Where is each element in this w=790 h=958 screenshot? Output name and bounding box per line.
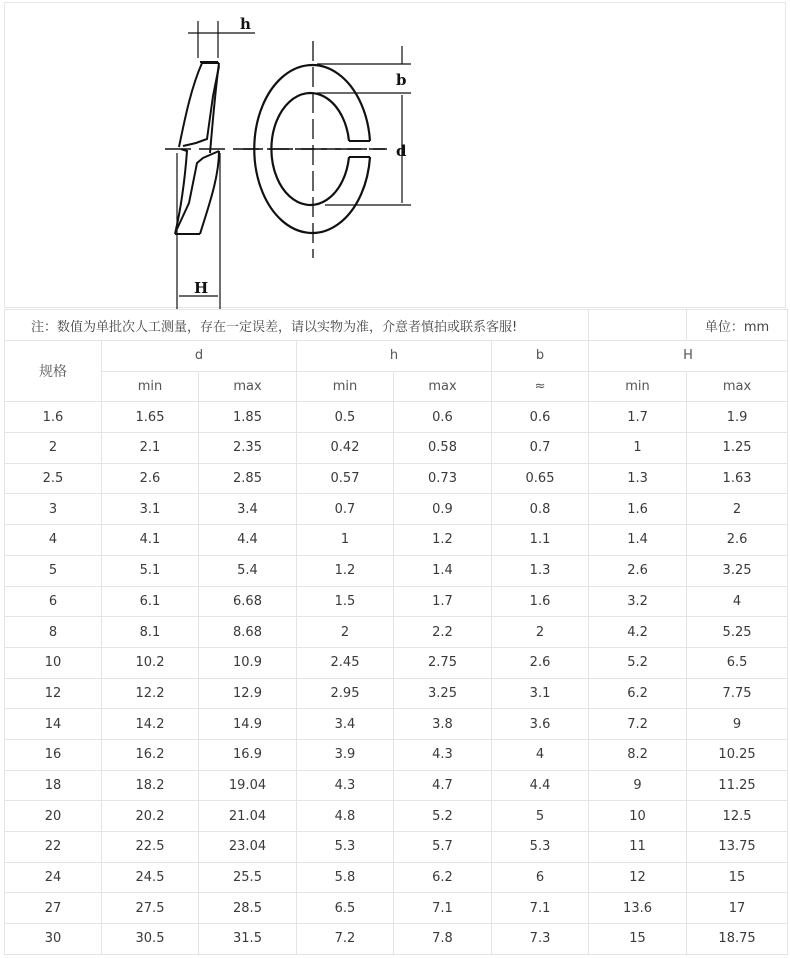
cell-H-min: 9: [589, 770, 687, 801]
cell-d-max: 14.9: [199, 709, 297, 740]
cell-H-min: 11: [589, 832, 687, 863]
cell-b-approx: 1.1: [492, 525, 589, 556]
label-H: H: [194, 279, 209, 297]
cell-H-max: 10.25: [687, 739, 788, 770]
cell-d-min: 2.6: [102, 463, 199, 494]
cell-h-min: 1.2: [297, 555, 394, 586]
cell-H-min: 1.3: [589, 463, 687, 494]
cell-h-min: 1: [297, 525, 394, 556]
cell-d-max: 16.9: [199, 739, 297, 770]
cell-H-min: 13.6: [589, 893, 687, 924]
table-row: [5, 770, 788, 801]
table-row: [5, 739, 788, 770]
cell-h-max: 3.25: [394, 678, 492, 709]
header-b-approx: ≈: [492, 371, 589, 402]
cell-h-min: 5.8: [297, 862, 394, 893]
unit-label: 单位：mm: [687, 310, 788, 341]
cell-h-max: 4.7: [394, 770, 492, 801]
header-h-min: min: [297, 371, 394, 402]
cell-h-min: 0.7: [297, 494, 394, 525]
cell-H-max: 1.25: [687, 433, 788, 464]
label-d: d: [396, 142, 407, 160]
cell-b-approx: 2: [492, 617, 589, 648]
note-row: [5, 310, 788, 341]
table-row: [5, 402, 788, 433]
cell-H-max: 7.75: [687, 678, 788, 709]
cell-b-approx: 0.6: [492, 402, 589, 433]
table-row: [5, 433, 788, 464]
cell-d-max: 31.5: [199, 924, 297, 955]
cell-d-min: 16.2: [102, 739, 199, 770]
cell-H-min: 2.6: [589, 555, 687, 586]
cell-b-approx: 2.6: [492, 647, 589, 678]
cell-h-max: 7.1: [394, 893, 492, 924]
cell-d-min: 5.1: [102, 555, 199, 586]
cell-b-approx: 3.1: [492, 678, 589, 709]
cell-b-approx: 0.65: [492, 463, 589, 494]
cell-d-min: 27.5: [102, 893, 199, 924]
cell-spec: 2.5: [5, 463, 102, 494]
cell-h-max: 5.7: [394, 832, 492, 863]
cell-spec: 16: [5, 739, 102, 770]
table-row: [5, 463, 788, 494]
header-d: d: [102, 341, 297, 372]
cell-h-max: 0.73: [394, 463, 492, 494]
table-row: [5, 832, 788, 863]
header-H-min: min: [589, 371, 687, 402]
cell-spec: 1.6: [5, 402, 102, 433]
cell-d-max: 3.4: [199, 494, 297, 525]
cell-h-max: 7.8: [394, 924, 492, 955]
cell-h-max: 0.9: [394, 494, 492, 525]
header-row-groups: [5, 341, 788, 372]
cell-H-min: 1.4: [589, 525, 687, 556]
cell-b-approx: 7.3: [492, 924, 589, 955]
cell-h-min: 3.9: [297, 739, 394, 770]
table-row: [5, 862, 788, 893]
header-b: b: [492, 341, 589, 372]
cell-d-max: 2.85: [199, 463, 297, 494]
cell-H-max: 18.75: [687, 924, 788, 955]
table-row: [5, 617, 788, 648]
cell-H-max: 2.6: [687, 525, 788, 556]
cell-spec: 6: [5, 586, 102, 617]
cell-d-min: 18.2: [102, 770, 199, 801]
measurement-note: 注：数值为单批次人工测量，存在一定误差，请以实物为准，介意者慎拍或联系客服!: [5, 310, 589, 341]
cell-H-max: 4: [687, 586, 788, 617]
table-row: [5, 801, 788, 832]
cell-h-max: 0.58: [394, 433, 492, 464]
cell-spec: 10: [5, 647, 102, 678]
cell-d-max: 8.68: [199, 617, 297, 648]
cell-d-min: 4.1: [102, 525, 199, 556]
cell-H-max: 2: [687, 494, 788, 525]
cell-b-approx: 6: [492, 862, 589, 893]
cell-h-max: 6.2: [394, 862, 492, 893]
cell-spec: 8: [5, 617, 102, 648]
cell-H-min: 7.2: [589, 709, 687, 740]
cell-h-min: 0.42: [297, 433, 394, 464]
cell-d-max: 2.35: [199, 433, 297, 464]
table-row: [5, 678, 788, 709]
washer-drawing: [5, 3, 787, 309]
cell-d-max: 19.04: [199, 770, 297, 801]
cell-h-min: 3.4: [297, 709, 394, 740]
cell-h-min: 2: [297, 617, 394, 648]
cell-b-approx: 1.6: [492, 586, 589, 617]
cell-d-max: 23.04: [199, 832, 297, 863]
cell-b-approx: 5: [492, 801, 589, 832]
cell-d-max: 4.4: [199, 525, 297, 556]
cell-spec: 24: [5, 862, 102, 893]
cell-h-max: 2.2: [394, 617, 492, 648]
cell-H-max: 3.25: [687, 555, 788, 586]
cell-H-min: 8.2: [589, 739, 687, 770]
cell-d-max: 12.9: [199, 678, 297, 709]
header-H: H: [589, 341, 788, 372]
cell-d-min: 1.65: [102, 402, 199, 433]
cell-d-min: 14.2: [102, 709, 199, 740]
cell-H-max: 6.5: [687, 647, 788, 678]
cell-spec: 12: [5, 678, 102, 709]
cell-spec: 3: [5, 494, 102, 525]
cell-d-max: 21.04: [199, 801, 297, 832]
cell-h-max: 0.6: [394, 402, 492, 433]
cell-h-min: 2.45: [297, 647, 394, 678]
header-d-max: max: [199, 371, 297, 402]
cell-d-max: 1.85: [199, 402, 297, 433]
cell-h-max: 1.7: [394, 586, 492, 617]
cell-h-min: 6.5: [297, 893, 394, 924]
header-d-min: min: [102, 371, 199, 402]
cell-H-max: 5.25: [687, 617, 788, 648]
cell-h-max: 1.2: [394, 525, 492, 556]
cell-d-min: 6.1: [102, 586, 199, 617]
cell-H-min: 1: [589, 433, 687, 464]
table-row: [5, 555, 788, 586]
cell-H-max: 12.5: [687, 801, 788, 832]
cell-H-min: 15: [589, 924, 687, 955]
cell-H-min: 4.2: [589, 617, 687, 648]
cell-b-approx: 3.6: [492, 709, 589, 740]
cell-H-min: 10: [589, 801, 687, 832]
label-b: b: [396, 71, 407, 89]
cell-h-max: 2.75: [394, 647, 492, 678]
cell-d-min: 8.1: [102, 617, 199, 648]
cell-d-max: 6.68: [199, 586, 297, 617]
cell-d-min: 20.2: [102, 801, 199, 832]
cell-H-max: 11.25: [687, 770, 788, 801]
cell-b-approx: 0.7: [492, 433, 589, 464]
cell-d-min: 30.5: [102, 924, 199, 955]
cell-H-min: 3.2: [589, 586, 687, 617]
cell-H-min: 6.2: [589, 678, 687, 709]
label-h: h: [240, 15, 251, 33]
empty-cell: [589, 310, 687, 341]
cell-H-min: 1.7: [589, 402, 687, 433]
cell-d-min: 22.5: [102, 832, 199, 863]
cell-d-min: 3.1: [102, 494, 199, 525]
cell-spec: 18: [5, 770, 102, 801]
cell-H-max: 15: [687, 862, 788, 893]
cell-h-min: 4.8: [297, 801, 394, 832]
table-row: [5, 525, 788, 556]
header-spec: 规格: [5, 341, 102, 402]
spring-washer-diagram: [4, 2, 786, 308]
cell-d-min: 24.5: [102, 862, 199, 893]
cell-h-min: 1.5: [297, 586, 394, 617]
cell-h-max: 5.2: [394, 801, 492, 832]
table-row: [5, 709, 788, 740]
cell-b-approx: 0.8: [492, 494, 589, 525]
cell-h-min: 2.95: [297, 678, 394, 709]
table-row: [5, 647, 788, 678]
cell-h-min: 0.5: [297, 402, 394, 433]
cell-H-max: 9: [687, 709, 788, 740]
cell-H-max: 17: [687, 893, 788, 924]
cell-H-max: 1.9: [687, 402, 788, 433]
cell-d-min: 2.1: [102, 433, 199, 464]
cell-d-max: 10.9: [199, 647, 297, 678]
cell-spec: 20: [5, 801, 102, 832]
cell-spec: 5: [5, 555, 102, 586]
cell-h-min: 0.57: [297, 463, 394, 494]
cell-h-min: 7.2: [297, 924, 394, 955]
header-h-max: max: [394, 371, 492, 402]
cell-b-approx: 1.3: [492, 555, 589, 586]
header-row-sub: [5, 371, 788, 402]
cell-b-approx: 7.1: [492, 893, 589, 924]
cell-d-max: 25.5: [199, 862, 297, 893]
cell-H-min: 1.6: [589, 494, 687, 525]
table-row: [5, 586, 788, 617]
cell-spec: 4: [5, 525, 102, 556]
table-body: [5, 402, 788, 954]
cell-H-max: 1.63: [687, 463, 788, 494]
table-row: [5, 494, 788, 525]
cell-spec: 14: [5, 709, 102, 740]
cell-d-max: 5.4: [199, 555, 297, 586]
cell-spec: 2: [5, 433, 102, 464]
cell-h-max: 1.4: [394, 555, 492, 586]
cell-H-min: 5.2: [589, 647, 687, 678]
cell-d-min: 12.2: [102, 678, 199, 709]
cell-spec: 27: [5, 893, 102, 924]
cell-d-min: 10.2: [102, 647, 199, 678]
table-row: [5, 893, 788, 924]
cell-H-max: 13.75: [687, 832, 788, 863]
cell-spec: 30: [5, 924, 102, 955]
cell-d-max: 28.5: [199, 893, 297, 924]
header-h: h: [297, 341, 492, 372]
cell-b-approx: 5.3: [492, 832, 589, 863]
header-H-max: max: [687, 371, 788, 402]
cell-h-max: 3.8: [394, 709, 492, 740]
table-row: [5, 924, 788, 955]
cell-H-min: 12: [589, 862, 687, 893]
cell-b-approx: 4.4: [492, 770, 589, 801]
cell-h-max: 4.3: [394, 739, 492, 770]
cell-h-min: 5.3: [297, 832, 394, 863]
cell-h-min: 4.3: [297, 770, 394, 801]
cell-spec: 22: [5, 832, 102, 863]
washer-spec-table: [4, 309, 788, 955]
cell-b-approx: 4: [492, 739, 589, 770]
